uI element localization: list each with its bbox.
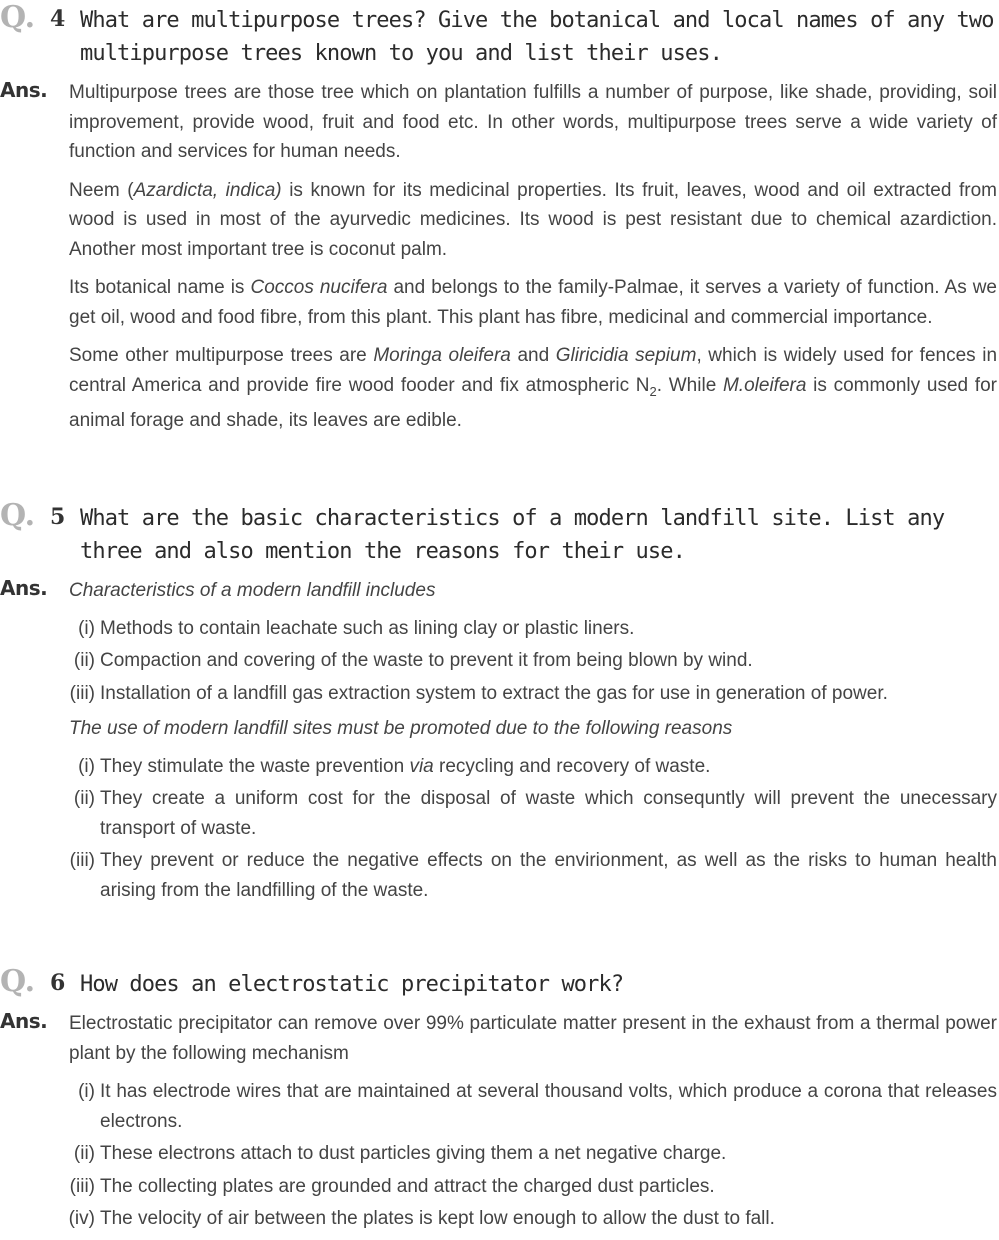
list-item: (iii) They prevent or reduce the negative effects on the envirionment, as well as the risks to human health arising from the landfilling of the waste.	[69, 850, 997, 901]
answer-body	[69, 576, 997, 905]
answer-paragraph: Neem (Azardicta, indica) is known for its medicinal properties. Its fruit, leaves, wood and oil extracted from wood is used in most of the ayurvedic medicines. Its wood is pest resistant due to chemical azardiction. Another most important tree is coconut palm.	[69, 179, 997, 260]
answer-paragraph: Its botanical name is Coccos nucifera and belongs to the family-Palmae, it serves a variety of function. As we get oil, wood and food fibre, from this plant. This plant has fibre, medicinal and commercial importance.	[69, 277, 998, 328]
answer-5	[0, 576, 999, 905]
question-text: What are multipurpose trees? Give the botanical and local names of any two multipurpose trees known to you and list their uses.	[80, 8, 994, 66]
question-text: How does an electrostatic precipitator work?	[80, 972, 624, 997]
answer-body	[69, 1009, 997, 1234]
answer-paragraph: Multipurpose trees are those tree which on plantation fulfills a number of purpose, like shade, providing, soil improvement, provide wood, fruit and food etc. In other words, multipurpose trees serve a wide variety of function and services for human needs.	[69, 82, 997, 162]
question-mark-q: Q.	[0, 964, 36, 999]
question-text: What are the basic characteristics of a modern landfill site. List any three and also mention the reasons for their use.	[80, 506, 945, 564]
question-4-header	[0, 0, 999, 70]
characteristics-list	[69, 614, 997, 709]
question-6-block	[0, 964, 999, 1240]
question-mark-q: Q.	[0, 498, 36, 533]
answer-4	[0, 78, 999, 435]
list-item: (i) They stimulate the waste prevention via recycling and recovery of waste.	[78, 755, 711, 777]
question-4-block	[0, 0, 999, 444]
question-number: 4	[50, 6, 66, 32]
list-item: (iii) The collecting plates are grounded and attract the charged dust particles.	[69, 1175, 715, 1197]
list-item: (ii) These electrons attach to dust particles giving them a net negative charge.	[73, 1143, 727, 1164]
answer-body	[69, 78, 997, 435]
answer-paragraph: Electrostatic precipitator can remove over 99% particulate matter present in the exhaust from a thermal power plant by the following mechanism	[69, 1013, 997, 1064]
answer-label: Ans.	[0, 1009, 48, 1033]
list-item: (iv) The velocity of air between the plates is kept low enough to allow the dust to fall.	[68, 1208, 775, 1229]
answer-label: Ans.	[0, 576, 48, 600]
question-5-header	[0, 498, 999, 568]
answer-lead: Characteristics of a modern landfill includes	[69, 580, 436, 601]
reasons-list	[69, 752, 997, 906]
question-mark-q: Q.	[0, 0, 36, 35]
answer-label: Ans.	[0, 78, 48, 102]
list-item: (ii) Compaction and covering of the waste to prevent it from being blown by wind.	[73, 650, 753, 671]
answer-6	[0, 1009, 999, 1234]
answer-paragraph: Some other multipurpose trees are Moringa oleifera and Gliricidia sepium, which is widely used for fences in central America and provide fire wood fooder and fix atmospheric $N_2$. While M.oleifera is commonly used for animal forage and shade, its leaves are edible.	[69, 345, 998, 431]
list-item: (ii) They create a uniform cost for the disposal of waste which consequntly will prevent the unecessary transport of waste.	[73, 788, 997, 839]
question-5-block	[0, 498, 999, 911]
list-item: (i) Methods to contain leachate such as lining clay or plastic liners.	[78, 617, 635, 639]
question-number: 5	[50, 504, 66, 530]
answer-lead: The use of modern landfill sites must be promoted due to the following reasons	[69, 718, 733, 739]
list-item: (iii) Installation of a landfill gas extraction system to extract the gas for use in generation of power.	[69, 682, 888, 704]
question-6-header	[0, 964, 999, 1001]
question-number: 6	[50, 970, 66, 996]
list-item: (i) It has electrode wires that are maintained at several thousand volts, which produce a corona that releases electrons.	[78, 1081, 997, 1132]
mechanism-list	[69, 1077, 997, 1234]
